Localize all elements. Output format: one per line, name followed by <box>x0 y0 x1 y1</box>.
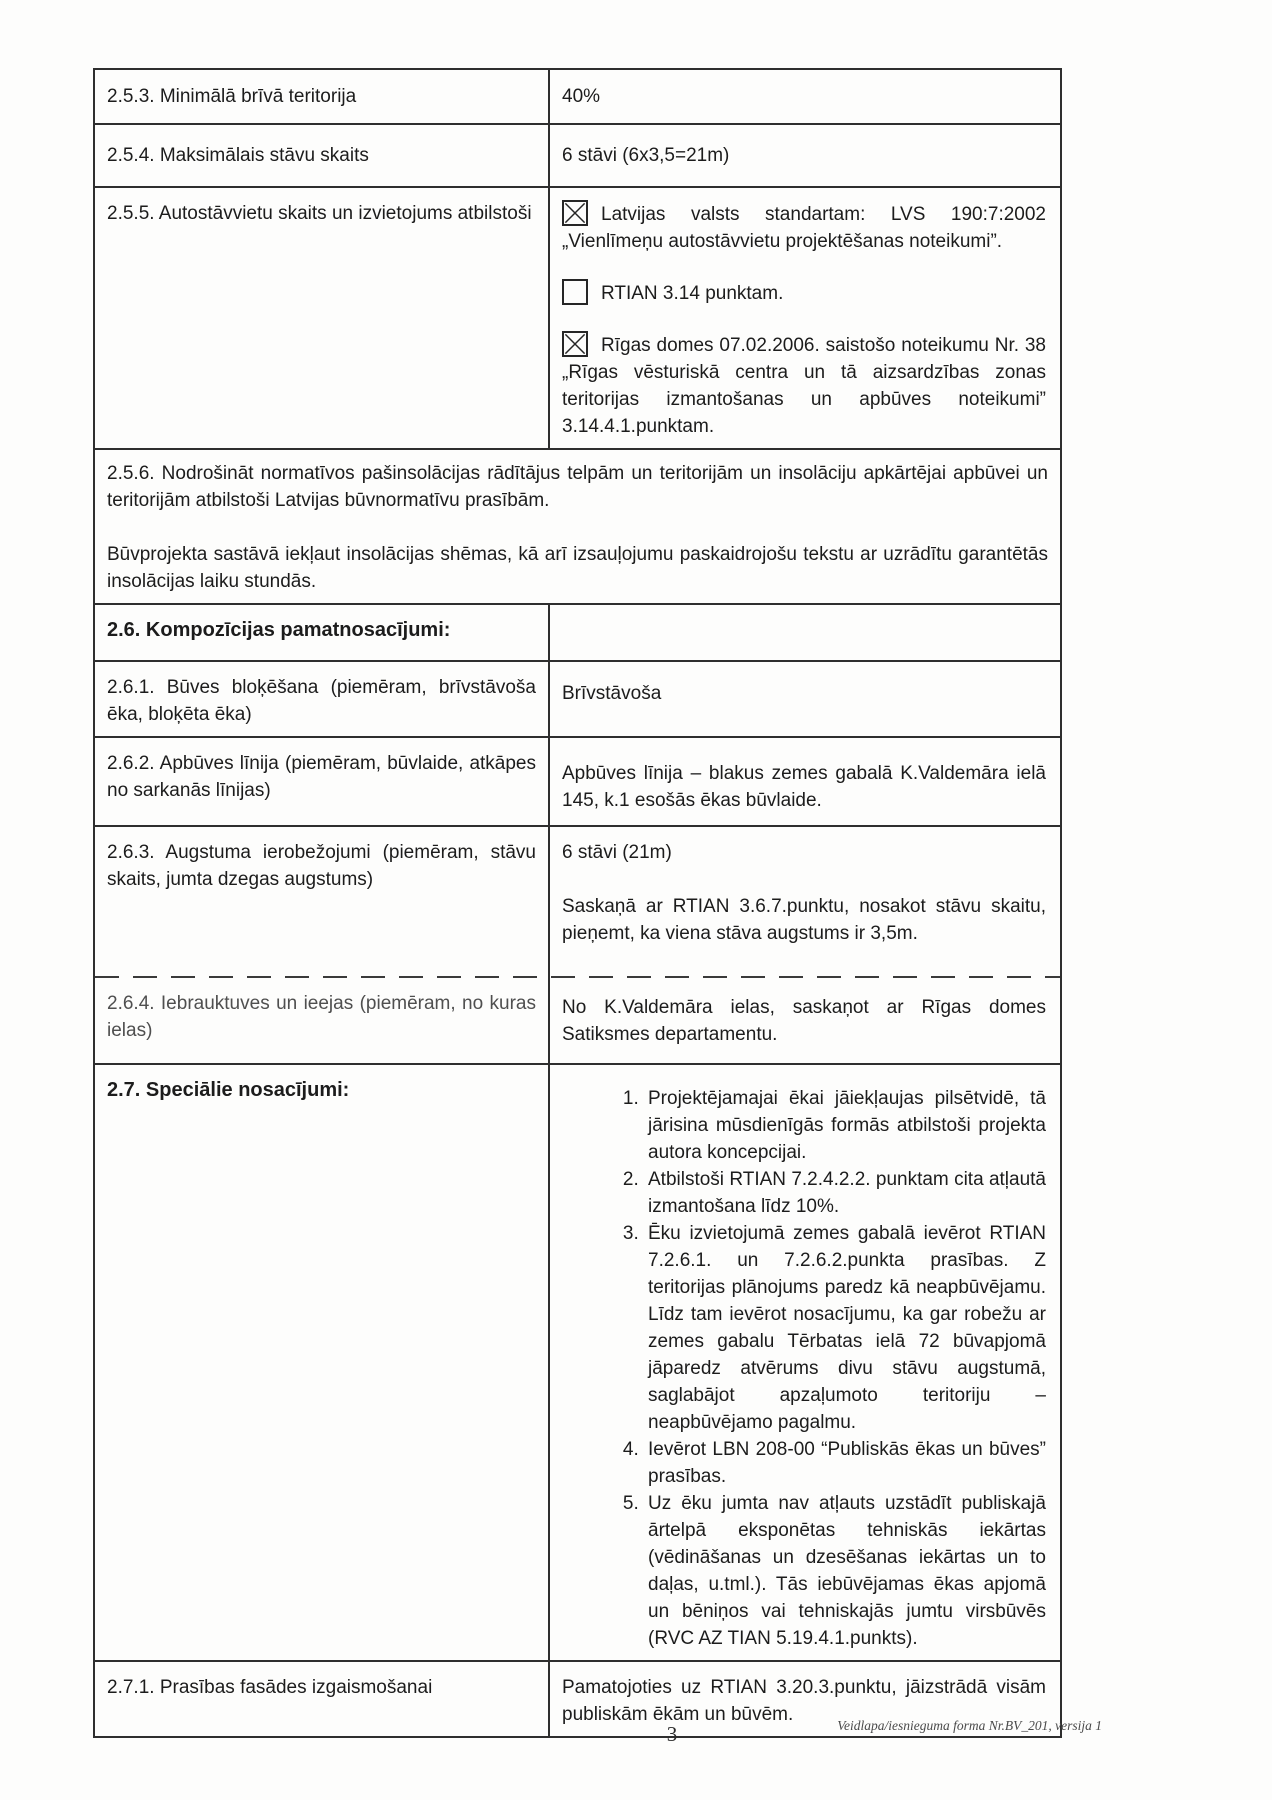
checkbox-unchecked-icon <box>562 279 588 305</box>
row-value: 6 stāvi (6x3,5=21m) <box>562 145 730 166</box>
row-value: No K.Valdemāra ielas, saskaņot ar Rīgas domes Satiksmes departamentu. <box>562 997 1046 1045</box>
row-value: Brīvstāvoša <box>562 683 662 704</box>
table-row-2-5-3 <box>95 70 1060 123</box>
row-label: 2.7.1. Prasības fasādes izgaismošanai <box>95 1662 550 1736</box>
row-label: 2.6.1. Būves bloķēšana (piemēram, brīvstāvoša ēka, bloķēta ēka) <box>95 662 550 736</box>
row-text <box>95 450 1060 603</box>
option-text: Latvijas valsts standartam: LVS 190:7:2002 „Vienlīmeņu autostāvvietu projektēšanas noteikumi”. <box>562 204 1046 252</box>
row-label: 2.5.5. Autostāvvietu skaits un izvietojums atbilstoši <box>95 188 550 448</box>
checkbox-checked-icon <box>562 200 588 226</box>
storeys-value: 6 stāvi (21m) <box>562 842 672 863</box>
table-row-2-6-header <box>95 603 1060 660</box>
form-reference-note: Veidlapa/iesnieguma forma Nr.BV_201, versija 1 <box>837 1718 1102 1733</box>
row-value <box>550 188 1060 448</box>
table-row-2-7 <box>95 1063 1060 1660</box>
list-item: 2. Atbilstoši RTIAN 7.2.4.2.2. punktam cita atļautā izmantošana līdz 10%. <box>644 1166 1046 1220</box>
table-row-2-6-2 <box>95 736 1060 825</box>
row-value-empty <box>550 605 1060 660</box>
table-row-2-6-1 <box>95 660 1060 736</box>
row-label: 2.5.3. Minimālā brīvā teritorija <box>95 70 550 123</box>
special-conditions-list <box>562 1085 1046 1652</box>
option-rigas-domes <box>562 331 1046 440</box>
insolation-paragraph-1: 2.5.6. Nodrošināt normatīvos pašinsolācijas rādītājus telpām un teritorijām un insolāciju apkārtējai apbūvei un teritorijām atbilstoši Latvijas būvnormatīvu prasībām. <box>107 463 1048 511</box>
row-value: Apbūves līnija – blakus zemes gabalā K.Valdemāra ielā 145, k.1 esošās ēkas būvlaide. <box>562 763 1046 811</box>
list-item: 4. Ievērot LBN 208-00 “Publiskās ēkas un būves” prasības. <box>644 1436 1046 1490</box>
option-lvs-standard <box>562 200 1046 255</box>
checkbox-checked-icon <box>562 331 588 357</box>
list-item: 1. Projektējamajai ēkai jāiekļaujas pilsētvidē, tā jārisina mūsdienīgās formās atbilstoši projekta autora koncepcijai. <box>644 1085 1046 1166</box>
table-row-2-5-6 <box>95 448 1060 603</box>
table-row-2-5-4 <box>95 123 1060 186</box>
row-label: 2.6.4. Iebrauktuves un ieejas (piemēram, no kuras ielas) <box>95 978 550 1063</box>
option-text: Rīgas domes 07.02.2006. saistošo noteikumu Nr. 38 „Rīgas vēsturiskā centra un tā aizsardzības zonas teritorijas izmantošanas un apbūves noteikumi” 3.14.4.1.punktam. <box>562 335 1046 437</box>
row-value: Pamatojoties uz RTIAN 3.20.3.punktu, jāizstrādā visām publiskām ēkām un būvēm. <box>562 1677 1046 1725</box>
row-value: 40% <box>562 86 601 107</box>
row-value <box>550 827 1060 978</box>
table-row-2-6-3 <box>95 825 1060 978</box>
table-row-2-5-5 <box>95 186 1060 448</box>
table-row-2-6-4 <box>95 978 1060 1063</box>
section-heading: 2.7. Speciālie nosacījumi: <box>95 1065 550 1660</box>
section-heading: 2.6. Kompozīcijas pamatnosacījumi: <box>95 605 550 660</box>
option-text: RTIAN 3.14 punktam. <box>601 283 784 304</box>
insolation-paragraph-2: Būvprojekta sastāvā iekļaut insolācijas shēmas, kā arī izsauļojumu paskaidrojošu tekstu ar uzrādītu garantētās insolācijas laiku stundās. <box>107 544 1048 592</box>
conditions-table <box>93 68 1062 1738</box>
row-value <box>550 1065 1060 1660</box>
page-number: 3 <box>666 1722 678 1746</box>
row-label: 2.6.3. Augstuma ierobežojumi (piemēram, stāvu skaits, jumta dzegas augstums) <box>95 827 550 978</box>
option-rtian-314 <box>562 279 1046 307</box>
list-item: 3. Ēku izvietojumā zemes gabalā ievērot RTIAN 7.2.6.1. un 7.2.6.2.punkta prasības. Z teritorijas plānojums paredz kā neapbūvējamu. Līdz tam ievērot nosacījumu, ka gar robežu ar zemes gabalu Tērbatas ielā 72 būvapjomā jāparedz atvērums divu stāvu augstumā, saglabājot apzaļumoto teritoriju – neapbūvējamo pagalmu. <box>644 1220 1046 1436</box>
storeys-note: Saskaņā ar RTIAN 3.6.7.punktu, nosakot stāvu skaitu, pieņemt, ka viena stāva augstums ir 3,5m. <box>562 896 1046 944</box>
row-label: 2.5.4. Maksimālais stāvu skaits <box>95 125 550 186</box>
row-label: 2.6.2. Apbūves līnija (piemēram, būvlaide, atkāpes no sarkanās līnijas) <box>95 738 550 825</box>
list-item: 5. Uz ēku jumta nav atļauts uzstādīt publiskajā ārtelpā eksponētas tehniskās iekārtas (vēdināšanas un dzesēšanas iekārtas un to daļas, u.tml.). Tās iebūvējamas ēkas apjomā un bēniņos vai tehniskajās jumtu virsbūvēs (RVC AZ TIAN 5.19.4.1.punkts). <box>644 1490 1046 1652</box>
